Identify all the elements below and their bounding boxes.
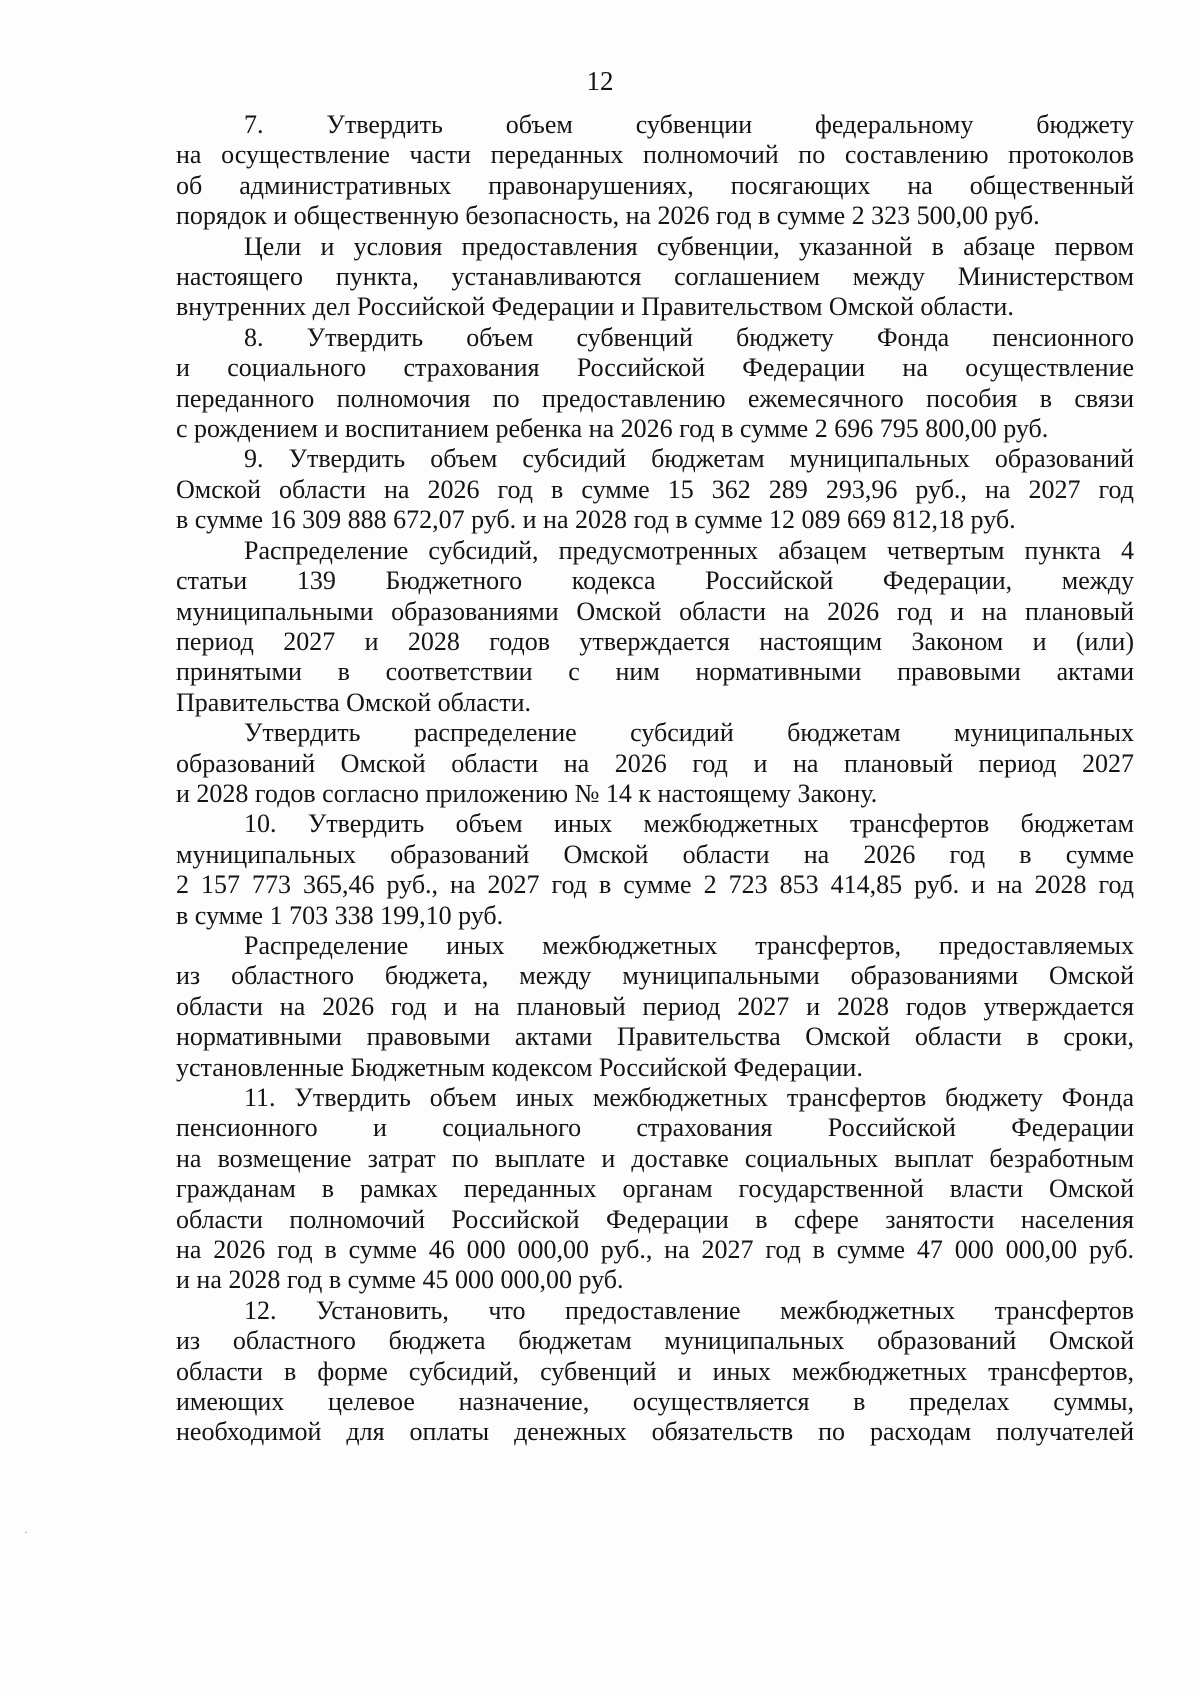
page-number: 12 [586, 66, 614, 96]
text-line: Цели и условия предоставления субвенции, указанной в абзаце первом [244, 231, 1134, 261]
text-line: муниципальными образованиями Омской области на 2026 год и на плановый [176, 596, 1134, 626]
text-line: Утвердить распределение субсидий бюджетам муниципальных [244, 718, 1134, 748]
text-line: порядок и общественную безопасность, на 2026 год в сумме 2 323 500,00 руб. [176, 201, 1040, 231]
text-line: имеющих целевое назначение, осуществляется в пределах суммы, [176, 1387, 1134, 1417]
text-line: из областного бюджета, между муниципальными образованиями Омской [176, 961, 1134, 991]
text-line: и на 2028 год в сумме 45 000 000,00 руб. [176, 1265, 624, 1295]
text-line: 2 157 773 365,46 руб., на 2027 год в сумме 2 723 853 414,85 руб. и на 2028 год [176, 870, 1134, 900]
paragraph [176, 1083, 1134, 1296]
text-line: Правительства Омской области. [176, 687, 532, 717]
text-line: Распределение субсидий, предусмотренных абзацем четвертым пункта 4 [244, 535, 1134, 565]
text-line: на 2026 год в сумме 46 000 000,00 руб., на 2027 год в сумме 47 000 000,00 руб. [176, 1235, 1134, 1265]
paragraph [176, 444, 1134, 535]
text-line: пенсионного и социального страхования Российской Федерации [176, 1113, 1134, 1143]
text-line: и 2028 годов согласно приложению № 14 к настоящему Закону. [176, 778, 878, 808]
text-line: в сумме 1 703 338 199,10 руб. [176, 900, 504, 930]
text-line: принятыми в соответствии с ним нормативными правовыми актами [176, 657, 1134, 687]
text-line: 11. Утвердить объем иных межбюджетных трансфертов бюджету Фонда [244, 1083, 1134, 1112]
text-line: области полномочий Российской Федерации в сфере занятости населения [176, 1204, 1134, 1234]
text-line: настоящего пункта, устанавливаются соглашением между Министерством [176, 262, 1134, 292]
paragraph [176, 232, 1134, 323]
text-line: области в форме субсидий, субвенций и иных межбюджетных трансфертов, [176, 1356, 1134, 1386]
text-line: Распределение иных межбюджетных трансфертов, предоставляемых [244, 930, 1134, 960]
paragraph [176, 809, 1134, 931]
text-line: на возмещение затрат по выплате и доставке социальных выплат безработным [176, 1143, 1134, 1173]
text-line: нормативными правовыми актами Правительства Омской области в сроки, [176, 1022, 1134, 1052]
paragraph [176, 110, 1134, 232]
text-line: статьи 139 Бюджетного кодекса Российской Федерации, между [176, 566, 1134, 596]
text-line: переданного полномочия по предоставлению ежемесячного пособия в связи [176, 383, 1134, 413]
text-line: 12. Установить, что предоставление межбюджетных трансфертов [244, 1295, 1134, 1325]
text-line: в сумме 16 309 888 672,07 руб. и на 2028 год в сумме 12 089 669 812,18 руб. [176, 505, 1016, 535]
text-line: Омской области на 2026 год в сумме 15 362 289 293,96 руб., на 2027 год [176, 474, 1134, 504]
text-line: образований Омской области на 2026 год и на плановый период 2027 [176, 748, 1134, 778]
text-line: период 2027 и 2028 годов утверждается настоящим Законом и (или) [176, 626, 1134, 656]
paragraph [176, 718, 1134, 809]
text-line: 8. Утвердить объем субвенций бюджету Фонда пенсионного [244, 322, 1134, 352]
text-line: об административных правонарушениях, посягающих на общественный [176, 170, 1134, 200]
text-line: области на 2026 год и на плановый период 2027 и 2028 годов утверждается [176, 991, 1134, 1021]
text-line: 9. Утвердить объем субсидий бюджетам муниципальных образований [244, 444, 1134, 474]
text-line: и социального страхования Российской Федерации на осуществление [176, 353, 1134, 383]
text-line: внутренних дел Российской Федерации и Правительством Омской области. [176, 292, 1014, 322]
text-line: с рождением и воспитанием ребенка на 2026 год в сумме 2 696 795 800,00 руб. [176, 414, 1049, 444]
paragraph [176, 1296, 1134, 1448]
scan-speck: · [24, 1525, 28, 1539]
text-line: муниципальных образований Омской области на 2026 год в сумме [176, 839, 1134, 869]
paragraph [176, 931, 1134, 1083]
text-line: из областного бюджета бюджетам муниципальных образований Омской [176, 1326, 1134, 1356]
document-body [176, 110, 1134, 1448]
text-line: 7. Утвердить объем субвенции федеральному бюджету [244, 110, 1134, 139]
text-line: на осуществление части переданных полномочий по составлению протоколов [176, 140, 1134, 170]
text-line: установленные Бюджетным кодексом Российской Федерации. [176, 1052, 863, 1082]
paragraph [176, 323, 1134, 445]
text-line: 10. Утвердить объем иных межбюджетных трансфертов бюджетам [244, 809, 1134, 839]
text-line: гражданам в рамках переданных органам государственной власти Омской [176, 1174, 1134, 1204]
paragraph [176, 536, 1134, 718]
text-line: необходимой для оплаты денежных обязательств по расходам получателей [176, 1417, 1134, 1447]
